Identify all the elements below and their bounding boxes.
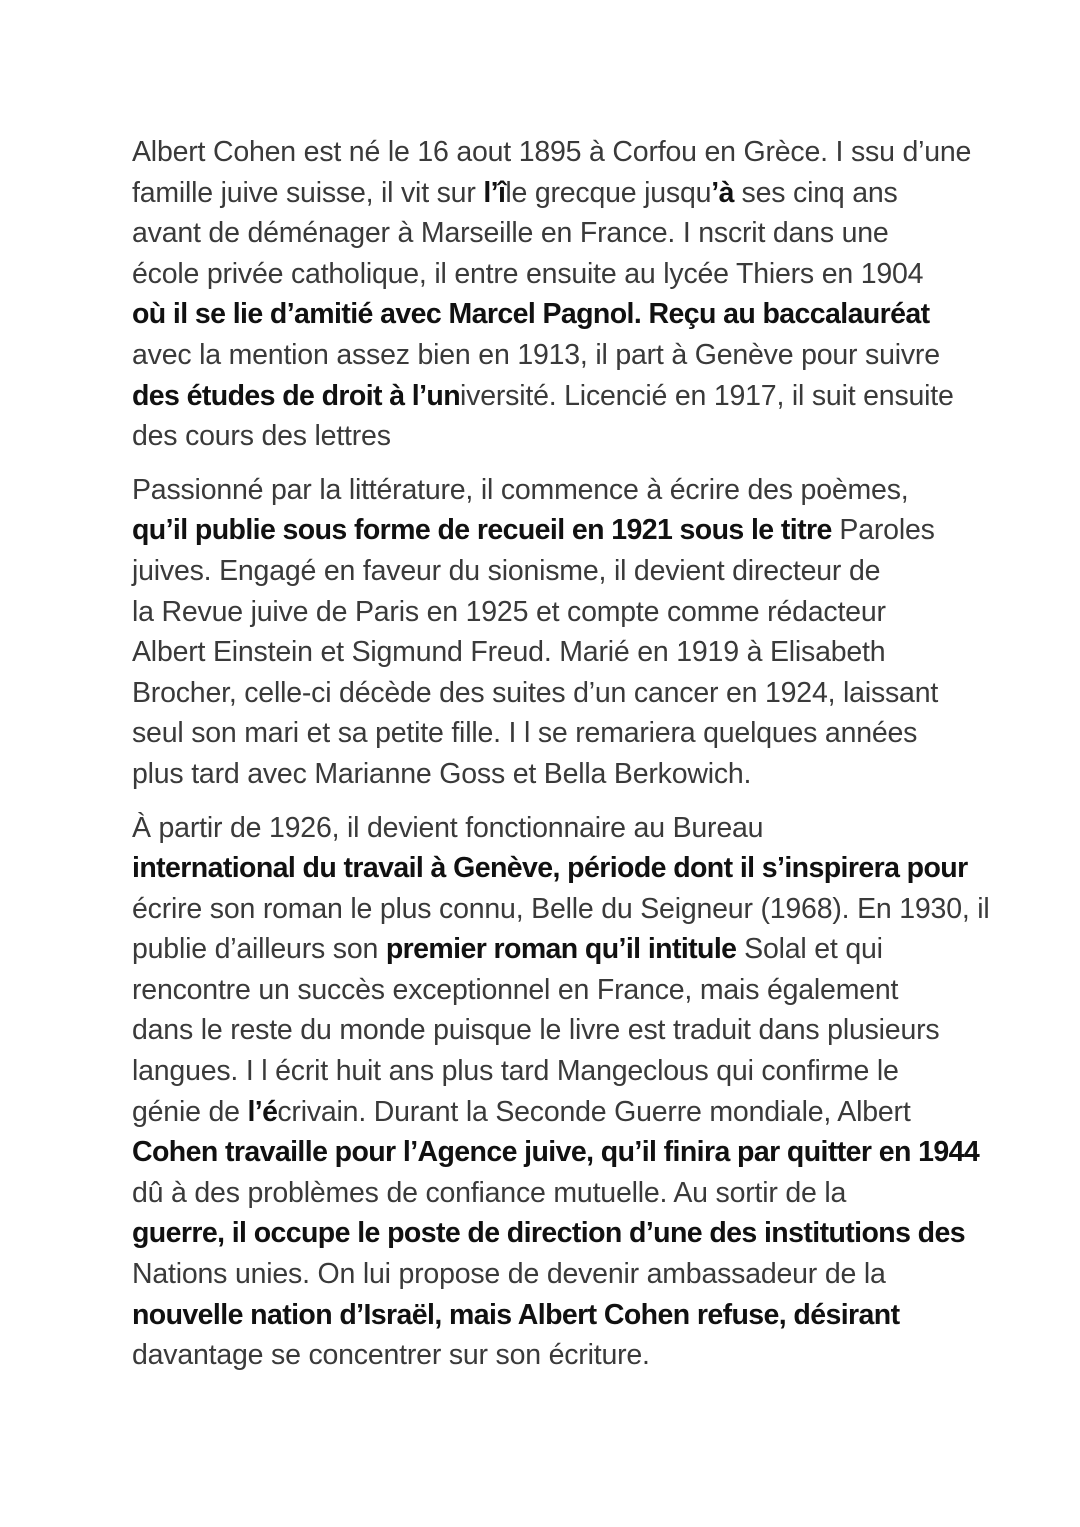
- text-run: iversité. Licencié en 1917, il suit ensuite: [460, 379, 954, 412]
- text-line: [132, 1010, 962, 1051]
- text-run: plus tard avec Marianne Goss et Bella Berkowich.: [132, 757, 752, 790]
- text-line: [132, 848, 968, 889]
- text-line: [132, 632, 962, 673]
- bold-text-run: l’î: [483, 176, 506, 209]
- text-run: rencontre un succès exceptionnel en France, mais également: [132, 973, 899, 1006]
- text-run: davantage se concentrer sur son écriture.: [132, 1339, 650, 1372]
- paragraph-geneva-career: [132, 808, 990, 1376]
- text-line: [132, 132, 972, 173]
- text-line: [132, 470, 962, 511]
- text-line: [132, 929, 962, 970]
- text-run: famille juive suisse, il vit sur: [132, 176, 484, 209]
- text-line: [132, 173, 962, 214]
- text-line: [132, 510, 962, 551]
- text-line: [132, 416, 962, 457]
- text-line: [132, 889, 990, 930]
- bold-text-run: qu’il publie sous forme de recueil en 1921 sous le titre: [132, 514, 832, 547]
- text-run: Albert Einstein et Sigmund Freud. Marié en 1919 à Elisabeth: [132, 636, 886, 669]
- text-run: écrire son roman le plus connu, Belle du Seigneur (1968). En 1930, il: [132, 892, 990, 925]
- text-line: [132, 254, 962, 295]
- bold-text-run: premier roman qu’il intitule: [385, 933, 737, 966]
- text-line: [132, 335, 962, 376]
- text-run: Passionné par la littérature, il commence à écrire des poèmes,: [132, 473, 909, 506]
- text-run: Paroles: [831, 514, 935, 547]
- text-line: [132, 1295, 962, 1336]
- text-run: école privée catholique, il entre ensuite au lycée Thiers en 1904: [132, 257, 924, 290]
- text-line: [132, 1335, 962, 1376]
- text-run: dans le reste du monde puisque le livre est traduit dans plusieurs: [132, 1014, 940, 1047]
- text-line: [132, 754, 962, 795]
- text-run: la Revue juive de Paris en 1925 et compte comme rédacteur: [132, 595, 886, 628]
- bold-text-run: Cohen travaille pour l’Agence juive, qu’il finira par quitter en 1944: [132, 1136, 980, 1169]
- bold-text-run: guerre, il occupe le poste de direction d’une des institutions des: [132, 1217, 965, 1250]
- text-run: avant de déménager à Marseille en France. I nscrit dans une: [132, 217, 889, 250]
- text-run: juives. Engagé en faveur du sionisme, il devient directeur de: [132, 554, 881, 587]
- text-run: des cours des lettres: [132, 420, 391, 453]
- bold-text-run: des études de droit à l’un: [132, 379, 461, 412]
- text-run: génie de: [132, 1095, 248, 1128]
- text-line: [132, 551, 962, 592]
- text-run: seul son mari et sa petite fille. I l se remariera quelques années: [132, 717, 918, 750]
- text-line: [132, 1173, 962, 1214]
- text-run: Brocher, celle-ci décède des suites d’un cancer en 1924, laissant: [132, 676, 939, 709]
- text-run: avec la mention assez bien en 1913, il part à Genève pour suivre: [132, 338, 940, 371]
- bold-text-run: l’é: [247, 1095, 278, 1128]
- paragraph-literary-career: [132, 470, 962, 795]
- bold-text-run: international du travail à Genève, période dont il s’inspirera pour: [132, 852, 968, 885]
- text-line: [132, 713, 962, 754]
- text-line: [132, 1254, 962, 1295]
- text-line: [132, 1213, 965, 1254]
- text-line: [132, 1132, 980, 1173]
- text-run: le grecque jusqu: [505, 176, 712, 209]
- text-run: ses cinq ans: [733, 176, 898, 209]
- text-line: [132, 592, 962, 633]
- text-line: [132, 808, 962, 849]
- bold-text-run: nouvelle nation d’Israël, mais Albert Cohen refuse, désirant: [132, 1298, 900, 1331]
- text-line: [132, 1051, 962, 1092]
- text-line: [132, 213, 962, 254]
- paragraph-early-life: [132, 132, 972, 457]
- text-line: [132, 673, 962, 714]
- text-run: À partir de 1926, il devient fonctionnaire au Bureau: [132, 811, 764, 844]
- text-run: dû à des problèmes de confiance mutuelle. Au sortir de la: [132, 1176, 847, 1209]
- text-run: Nations unies. On lui propose de devenir ambassadeur de la: [132, 1258, 886, 1291]
- text-line: [132, 294, 962, 335]
- text-line: [132, 970, 962, 1011]
- bold-text-run: où il se lie d’amitié avec Marcel Pagnol. Reçu au baccalauréat: [132, 298, 930, 331]
- bold-text-run: ’à: [711, 176, 734, 209]
- text-run: langues. I l écrit huit ans plus tard Mangeclous qui confirme le: [132, 1055, 899, 1088]
- text-run: Albert Cohen est né le 16 aout 1895 à Corfou en Grèce. I ssu d’une: [132, 136, 972, 168]
- text-run: publie d’ailleurs son: [132, 933, 386, 966]
- text-run: crivain. Durant la Seconde Guerre mondiale, Albert: [277, 1095, 911, 1128]
- text-line: [132, 376, 962, 417]
- text-run: Solal et qui: [736, 933, 883, 966]
- text-line: [132, 1092, 962, 1133]
- document-page: [132, 132, 990, 1376]
